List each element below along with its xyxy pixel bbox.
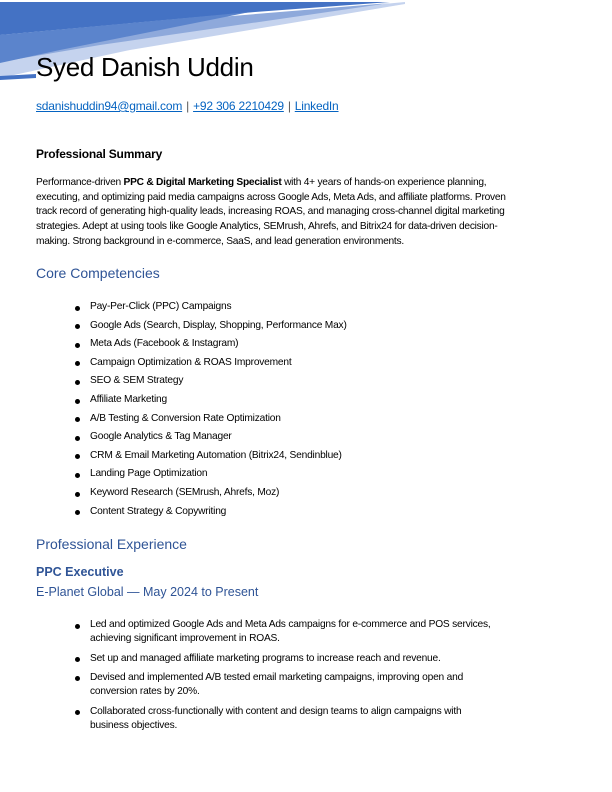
summary-text: strategies. Adept at using tools like Google Analytics, SEMrush, Ahrefs, and Bitrix24 for data-driven decision- <box>36 221 498 233</box>
competency-item: Affiliate Marketing <box>90 394 167 405</box>
linkedin-link[interactable]: LinkedIn <box>294 99 339 113</box>
competencies-heading: Core Competencies <box>36 265 160 281</box>
contact-line <box>36 99 339 113</box>
bullet-icon <box>75 361 80 366</box>
summary-text: Performance-driven <box>36 177 124 188</box>
company-dates: E-Planet Global — May 2024 to Present <box>36 585 259 599</box>
summary-line <box>36 177 486 188</box>
competency-item: Meta Ads (Facebook & Instagram) <box>90 338 239 350</box>
separator: | <box>287 99 291 113</box>
summary-line <box>36 236 404 247</box>
summary-text: track record of generating high-quality leads, increasing ROAS, and managing cross-channel digital marketing <box>36 206 505 218</box>
bullet-icon <box>75 324 80 329</box>
experience-bullet-line: business objectives. <box>90 719 178 731</box>
competency-item: Landing Page Optimization <box>90 468 208 480</box>
experience-bullet-line: achieving significant improvement in ROAS. <box>90 633 280 645</box>
bullet-icon <box>75 343 80 348</box>
bullet-icon <box>75 399 80 404</box>
separator: | <box>186 99 190 113</box>
summary-line <box>36 221 498 232</box>
competency-item: Google Analytics & Tag Manager <box>90 431 232 443</box>
bullet-icon <box>75 454 80 459</box>
competency-item: SEO & SEM Strategy <box>90 375 184 387</box>
email-link[interactable]: sdanishuddin94@gmail.com <box>36 99 183 113</box>
bullet-icon <box>75 624 80 629</box>
competency-item: Keyword Research (SEMrush, Ahrefs, Moz) <box>90 487 280 498</box>
summary-text: making. Strong background in e-commerce, SaaS, and lead generation environments. <box>36 235 404 247</box>
bullet-icon <box>75 417 80 422</box>
bullet-icon <box>75 510 80 515</box>
competency-item: Pay-Per-Click (PPC) Campaigns <box>90 301 232 312</box>
summary-text: executing, and optimizing paid media campaigns across Google Ads, Meta Ads, and affiliate platforms. Proven <box>36 191 506 203</box>
experience-heading: Professional Experience <box>36 536 187 552</box>
summary-line <box>36 206 505 217</box>
summary-heading: Professional Summary <box>36 147 163 161</box>
bullet-icon <box>75 436 80 441</box>
competency-item: A/B Testing & Conversion Rate Optimization <box>90 412 281 424</box>
bullet-icon <box>75 676 80 681</box>
summary-line <box>36 192 506 203</box>
bullet-icon <box>75 657 80 662</box>
phone-link[interactable]: +92 306 2210429 <box>193 99 284 113</box>
bullet-icon <box>75 710 80 715</box>
summary-text: with 4+ years of hands-on experience planning, <box>281 177 487 188</box>
bullet-icon <box>75 306 80 311</box>
summary-highlight: PPC & Digital Marketing Specialist <box>123 177 282 188</box>
bullet-icon <box>75 380 80 385</box>
competency-item: Campaign Optimization & ROAS Improvement <box>90 356 292 368</box>
competency-item: Content Strategy & Copywriting <box>90 505 227 517</box>
competency-item: Google Ads (Search, Display, Shopping, Performance Max) <box>90 319 347 331</box>
bullet-icon <box>75 473 80 478</box>
bullet-icon <box>75 492 80 497</box>
experience-bullet-line: Devised and implemented A/B tested email marketing campaigns, improving open and <box>90 671 464 683</box>
competency-item: CRM & Email Marketing Automation (Bitrix24, Sendinblue) <box>90 449 342 461</box>
job-title: PPC Executive <box>36 565 124 579</box>
candidate-name: Syed Danish Uddin <box>36 52 254 82</box>
experience-bullet-line: conversion rates by 20%. <box>90 686 200 698</box>
experience-bullet-line: Collaborated cross-functionally with content and design teams to align campaigns with <box>90 705 462 717</box>
experience-bullet-line: Set up and managed affiliate marketing programs to increase reach and revenue. <box>90 652 441 664</box>
experience-bullet-line: Led and optimized Google Ads and Meta Ads campaigns for e-commerce and POS services, <box>90 619 491 630</box>
